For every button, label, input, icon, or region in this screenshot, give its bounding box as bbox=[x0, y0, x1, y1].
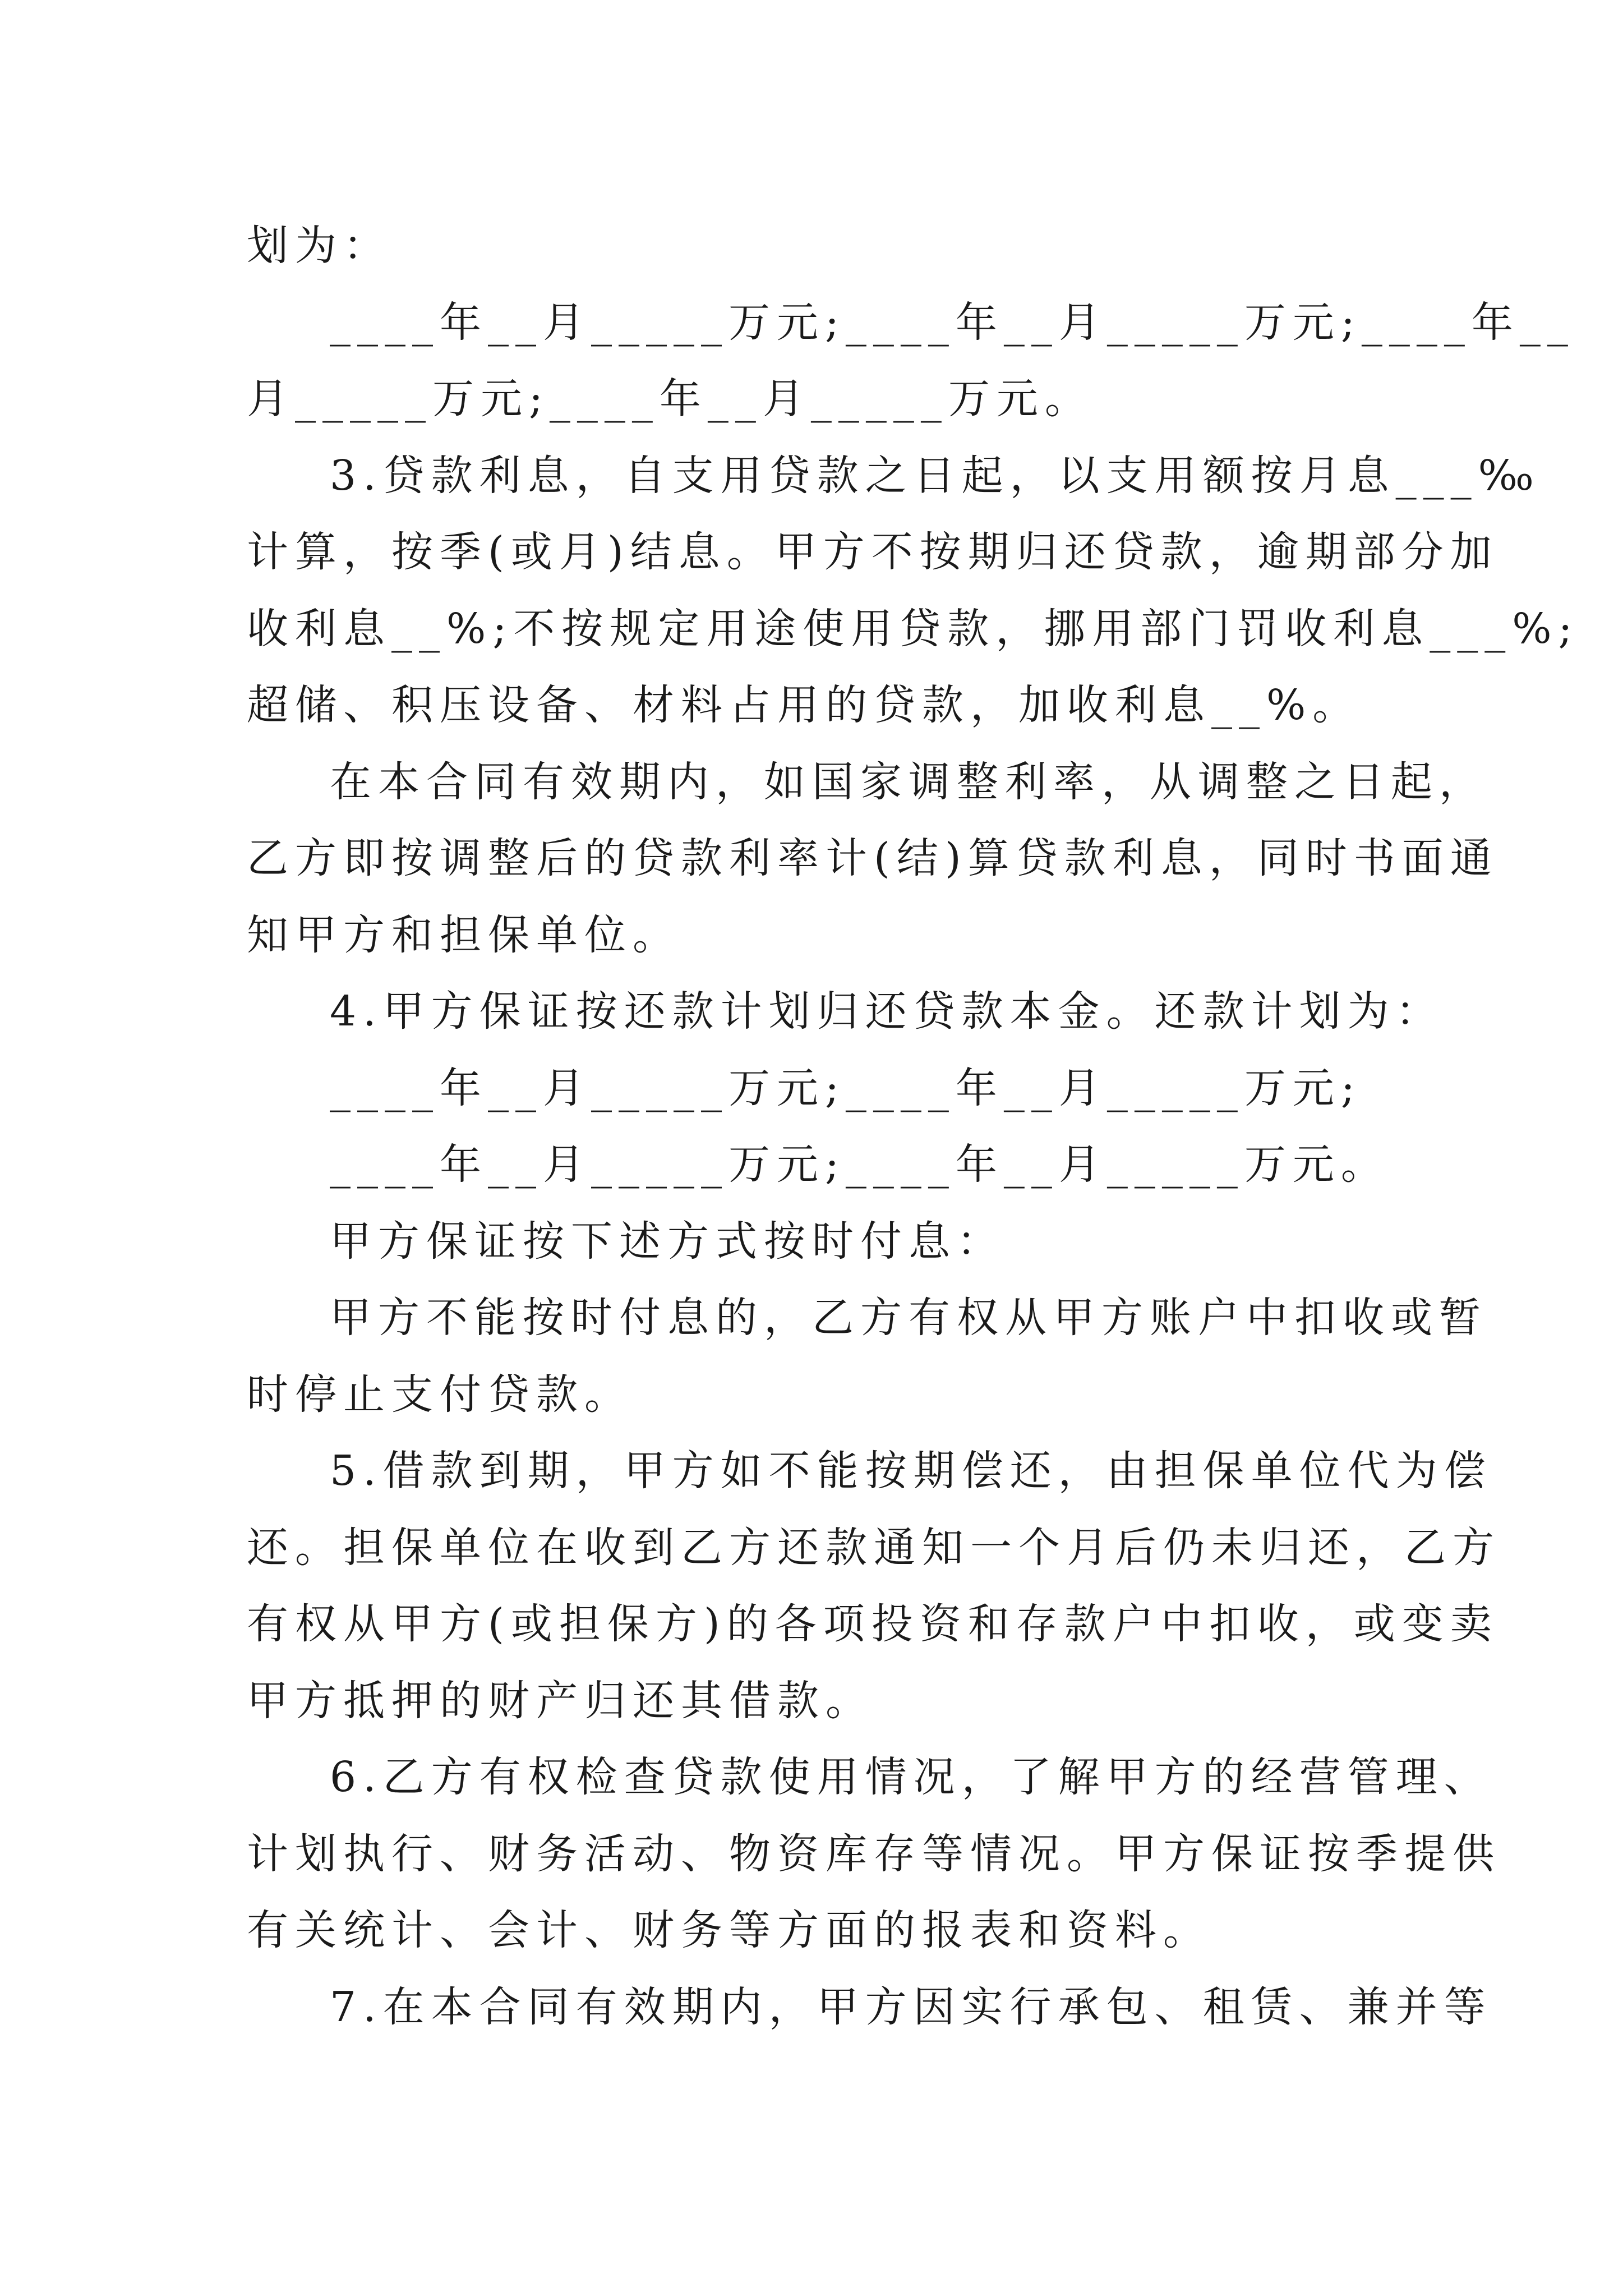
text-line: 甲方抵押的财产归还其借款。 bbox=[247, 1676, 874, 1725]
text-line: 超储、积压设备、材料占用的贷款，加收利息__%。 bbox=[247, 681, 1361, 729]
text-line: ____年__月_____万元;____年__月_____万元; bbox=[330, 1064, 1362, 1112]
text-line: 有关统计、会计、财务等方面的报表和资料。 bbox=[247, 1906, 1211, 1954]
text-line: 时停止支付贷款。 bbox=[247, 1370, 633, 1419]
text-line: 甲方不能按时付息的，乙方有权从甲方账户中扣收或暂 bbox=[330, 1294, 1487, 1342]
document-body bbox=[247, 208, 1579, 2045]
text-line: 乙方即按调整后的贷款利率计(结)算贷款利息，同时书面通 bbox=[247, 834, 1498, 882]
text-line: 计算，按季(或月)结息。甲方不按期归还贷款，逾期部分加 bbox=[247, 528, 1498, 576]
text-line: 还。担保单位在收到乙方还款通知一个月后仍未归还，乙方 bbox=[247, 1523, 1501, 1572]
text-line: 计划执行、财务活动、物资库存等情况。甲方保证按季提供 bbox=[247, 1829, 1501, 1878]
text-line: 4.甲方保证按还款计划归还贷款本金。还款计划为： bbox=[330, 987, 1444, 1036]
text-line: 收利息__%;不按规定用途使用贷款，挪用部门罚收利息___%; bbox=[247, 604, 1579, 653]
text-line: 有权从甲方(或担保方)的各项投资和存款户中扣收，或变卖 bbox=[247, 1600, 1498, 1648]
text-line: 3.贷款利息，自支用贷款之日起，以支用额按月息___‰ bbox=[330, 451, 1541, 500]
text-line: ____年__月_____万元;____年__月_____万元。 bbox=[330, 1140, 1389, 1189]
text-line: 月_____万元;____年__月_____万元。 bbox=[247, 375, 1093, 423]
text-line: 甲方保证按下述方式按时付息： bbox=[330, 1217, 1005, 1266]
text-line: ____年__月_____万元;____年__月_____万元;____年__ bbox=[330, 298, 1575, 347]
text-line: 7.在本合同有效期内，甲方因实行承包、租赁、兼并等 bbox=[330, 1982, 1492, 2031]
text-line: 5.借款到期，甲方如不能按期偿还，由担保单位代为偿 bbox=[330, 1447, 1492, 1495]
text-line: 在本合同有效期内，如国家调整利率，从调整之日起， bbox=[330, 757, 1487, 806]
text-line: 知甲方和担保单位。 bbox=[247, 910, 681, 959]
text-line: 6.乙方有权检查贷款使用情况，了解甲方的经营管理、 bbox=[330, 1753, 1492, 1801]
text-line: 划为： bbox=[247, 222, 391, 270]
